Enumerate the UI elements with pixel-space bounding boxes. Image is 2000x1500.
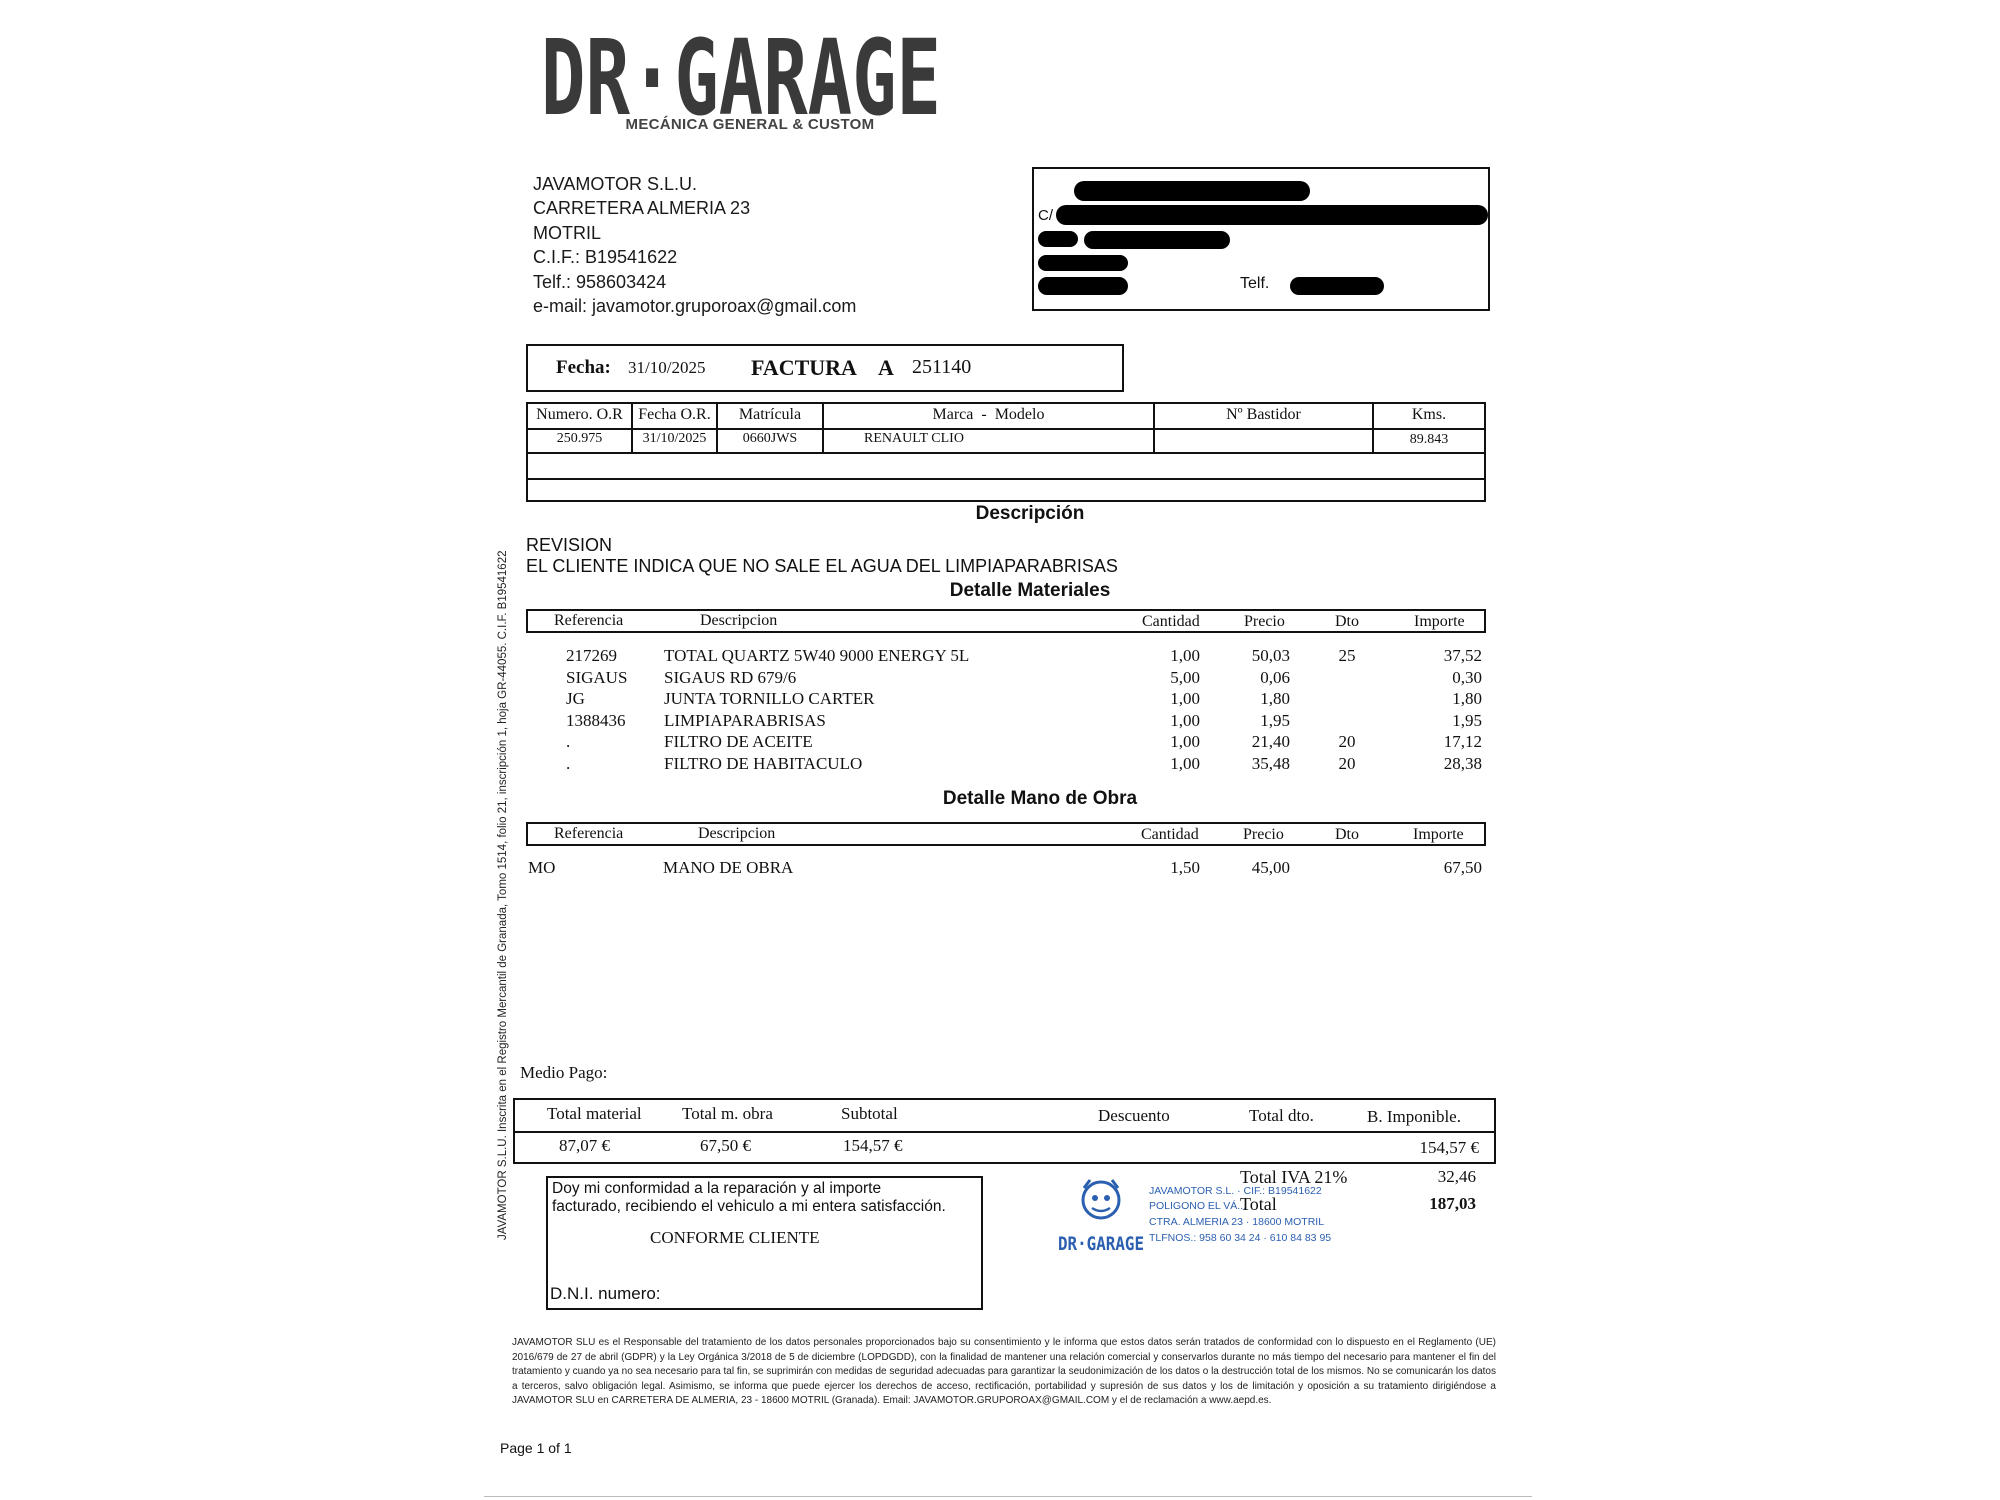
totals-taxable: 154,57 € xyxy=(1419,1138,1479,1157)
company-email: e-mail: javamotor.gruporoax@gmail.com xyxy=(533,296,857,317)
row-ref: 1388436 xyxy=(566,710,626,730)
company-phone: Telf.: 958603424 xyxy=(533,271,667,292)
conformity-dni: D.N.I. numero: xyxy=(550,1284,661,1303)
client-name-redaction xyxy=(1074,181,1310,201)
stamp-line4: TLFNOS.: 958 60 34 24 · 610 84 83 95 xyxy=(1149,1232,1332,1244)
labor-header-qty: Cantidad xyxy=(1141,826,1199,843)
materials-heading: Detalle Materiales xyxy=(949,580,1111,601)
table-row xyxy=(526,689,1486,711)
conformity-box xyxy=(546,1176,983,1310)
client-nif-redaction xyxy=(1038,255,1128,271)
labor-header-desc: Descripcion xyxy=(698,825,776,842)
labor-heading: Detalle Mano de Obra xyxy=(942,788,1138,809)
row-ref: SIGAUS xyxy=(566,667,628,687)
row-amount: 1,95 xyxy=(1452,710,1482,730)
row-ref: . xyxy=(566,732,571,752)
client-box xyxy=(1032,167,1490,311)
company-info xyxy=(533,172,856,318)
row-qty: 1,00 xyxy=(1170,646,1200,665)
vehicle-header-vin: Nº Bastidor xyxy=(1226,406,1301,423)
row-ref: 217269 xyxy=(566,646,617,665)
stamp-line3: CTRA. ALMERIA 23 · 18600 MOTRIL xyxy=(1149,1216,1325,1228)
total-value: 187,03 xyxy=(1429,1194,1476,1213)
row-amount: 1,80 xyxy=(1452,689,1482,709)
row-dto: 20 xyxy=(1338,732,1356,752)
materials-header-dto: Dto xyxy=(1335,613,1359,630)
vehicle-header-km: Kms. xyxy=(1411,406,1447,423)
vehicle-header-model: Marca - Modelo xyxy=(932,406,1045,423)
row-desc: TOTAL QUARTZ 5W40 9000 ENERGY 5L xyxy=(664,646,970,665)
materials-header-ref: Referencia xyxy=(554,612,624,629)
company-name: JAVAMOTOR S.L.U. xyxy=(533,174,698,194)
company-stamp xyxy=(1056,1176,1356,1256)
row-amount: 0,30 xyxy=(1452,667,1482,687)
vehicle-header-plate: Matrícula xyxy=(738,406,802,423)
client-extra-redaction xyxy=(1038,277,1128,295)
materials-header-amount: Importe xyxy=(1414,613,1465,630)
totals-header-discount: Descuento xyxy=(1098,1106,1170,1125)
invoice-date-label: Fecha: xyxy=(556,357,611,378)
vehicle-header-or: Numero. O.R xyxy=(536,406,623,423)
vehicle-header-date: Fecha O.R. xyxy=(638,406,711,423)
stamp-line1: JAVAMOTOR S.L. · CIF.: B19541622 xyxy=(1149,1185,1322,1197)
totals-material: 87,07 € xyxy=(559,1136,610,1155)
row-qty: 1,00 xyxy=(1170,710,1200,730)
page-number: Page 1 of 1 xyxy=(500,1440,572,1456)
client-phone-redaction xyxy=(1290,277,1384,295)
materials-header-desc: Descripcion xyxy=(700,612,778,629)
totals-header-subtotal: Subtotal xyxy=(841,1104,898,1123)
client-street-prefix: C/ xyxy=(1038,207,1053,224)
row-qty: 1,00 xyxy=(1170,689,1200,709)
vehicle-or-number: 250.975 xyxy=(556,431,603,446)
row-ref: JG xyxy=(566,689,585,709)
table-row xyxy=(526,754,1486,776)
labor-header-price: Precio xyxy=(1243,826,1284,843)
payment-label: Medio Pago: xyxy=(520,1063,608,1082)
labor-header-amount: Importe xyxy=(1413,826,1464,843)
row-amount: 67,50 xyxy=(1443,858,1482,877)
table-row xyxy=(526,732,1486,754)
table-row xyxy=(526,668,1486,690)
stamp-mascot-icon xyxy=(1056,1176,1146,1256)
logo-tagline: MECÁNICA GENERAL & CUSTOM xyxy=(625,116,875,133)
row-qty: 1,00 xyxy=(1170,754,1200,773)
totals-header-labor: Total m. obra xyxy=(682,1104,773,1123)
row-price: 45,00 xyxy=(1251,858,1290,877)
totals-header-taxable: B. Imponible. xyxy=(1367,1107,1461,1126)
table-row xyxy=(526,646,1486,668)
labor-header-ref: Referencia xyxy=(554,825,624,842)
company-address: CARRETERA ALMERIA 23 xyxy=(533,198,751,219)
materials-header-price: Precio xyxy=(1244,613,1285,630)
invoice-title: FACTURA xyxy=(751,355,857,380)
totals-labor: 67,50 € xyxy=(700,1136,751,1155)
vehicle-plate: 0660JWS xyxy=(742,431,798,446)
row-qty: 1,50 xyxy=(1170,858,1200,877)
row-qty: 1,00 xyxy=(1170,732,1200,752)
row-price: 50,03 xyxy=(1251,646,1290,665)
side-registry-text: JAVAMOTOR S.L.U. Inscrita en el Registro Mercantil de Granada, Tomo 1514, folio 21, inscripción 1, hoja GR-44055. C.I.F. B19541622 xyxy=(497,550,509,1240)
totals-header-material: Total material xyxy=(547,1104,642,1123)
row-price: 1,95 xyxy=(1260,710,1290,730)
totals-subtotal: 154,57 € xyxy=(843,1136,903,1155)
row-qty: 5,00 xyxy=(1170,667,1200,687)
row-desc: MANO DE OBRA xyxy=(663,858,794,877)
total-label: Total xyxy=(1240,1194,1277,1214)
conformity-line1: Doy mi conformidad a la reparación y al importe xyxy=(552,1180,882,1197)
row-price: 35,48 xyxy=(1251,754,1290,773)
invoice-number: 251140 xyxy=(912,356,972,378)
row-price: 21,40 xyxy=(1251,732,1290,752)
row-amount: 37,52 xyxy=(1443,646,1482,665)
totals-header-total-dto: Total dto. xyxy=(1249,1106,1314,1125)
row-desc: FILTRO DE ACEITE xyxy=(664,732,813,752)
company-cif: C.I.F.: B19541622 xyxy=(533,247,678,268)
row-dto: 20 xyxy=(1338,754,1356,773)
iva-value: 32,46 xyxy=(1437,1167,1476,1186)
labor-header-dto: Dto xyxy=(1335,826,1359,843)
description-line1: REVISION xyxy=(526,535,613,555)
description-heading: Descripción xyxy=(975,503,1085,524)
row-desc: LIMPIAPARABRISAS xyxy=(664,710,826,730)
row-amount: 28,38 xyxy=(1443,754,1482,773)
svg-text:DR·GARAGE: DR·GARAGE xyxy=(541,30,941,139)
invoice-date: 31/10/2025 xyxy=(628,358,706,377)
stamp-line2: POLIGONO EL VÁ... xyxy=(1149,1200,1247,1212)
description-line2: EL CLIENTE INDICA QUE NO SALE EL AGUA DEL LIMPIAPARABRISAS xyxy=(526,556,1118,576)
materials-header-row xyxy=(526,609,1486,633)
materials-header-qty: Cantidad xyxy=(1142,613,1200,630)
table-row xyxy=(526,858,1486,880)
conformity-line2: facturado, recibiendo el vehiculo a mi entera satisfacción. xyxy=(552,1198,946,1215)
legal-notice: JAVAMOTOR SLU es el Responsable del tratamiento de los datos personales proporcionados bajo su consentimiento y le informa que estos datos serán tratados de conformidad con lo dispuesto en el Reglamento (UE) 2016/679 de 27 de abril (GDPR) y la Ley Orgánica 3/2018 de 5 de diciembre (LOPDGDD), con la finalidad de mantener una relación comercial y conservarlos durante no más tiempo del necesario para mantener el fin del tratamiento y cuando ya no sea necesario para tal fin, se suprimirán con medidas de seguridad adecuadas para garantizar la seudonimización de los datos o la destrucción total de los mismos. No se comunicarán los datos a terceros, salvo obligación legal. Asimismo, se informa que puede ejercer los derechos de acceso, rectificación, portabilidad y supresión de sus datos y los de limitación y oposición a su tratamiento dirigiéndose a JAVAMOTOR SLU en CARRETERA DE ALMERIA, 23 - 18600 MOTRIL (Granada). Email: JAVAMOTOR.GRUPOROAX@GMAIL.COM y el de reclamación a www.aepd.es. xyxy=(512,1337,1496,1407)
client-city-redaction xyxy=(1038,231,1078,247)
client-street-redaction xyxy=(1056,205,1488,225)
totals-table xyxy=(513,1098,1496,1164)
vehicle-km: 89.843 xyxy=(1409,432,1449,447)
company-city: MOTRIL xyxy=(533,222,602,243)
footer-rule xyxy=(484,1496,1532,1497)
iva-label: Total IVA 21% xyxy=(1240,1167,1348,1187)
row-desc: SIGAUS RD 679/6 xyxy=(664,667,797,687)
row-ref: . xyxy=(566,754,571,773)
invoice-series: A xyxy=(878,355,894,380)
row-price: 1,80 xyxy=(1260,689,1290,709)
row-price: 0,06 xyxy=(1260,667,1290,687)
vehicle-table xyxy=(526,402,1486,502)
client-phone-label: Telf. xyxy=(1240,275,1270,292)
table-row xyxy=(526,711,1486,733)
row-ref: MO xyxy=(528,858,556,877)
conformity-signature: CONFORME CLIENTE xyxy=(650,1228,820,1247)
vehicle-model: RENAULT CLIO xyxy=(864,431,964,446)
row-dto: 25 xyxy=(1338,646,1356,665)
row-desc: JUNTA TORNILLO CARTER xyxy=(664,689,875,709)
vehicle-or-date: 31/10/2025 xyxy=(642,431,707,446)
svg-text:DR·GARAGE: DR·GARAGE xyxy=(1058,1233,1144,1255)
invoice-header-box xyxy=(526,344,1124,392)
row-desc: FILTRO DE HABITACULO xyxy=(664,754,863,773)
labor-header-row xyxy=(526,822,1486,846)
client-province-redaction xyxy=(1084,231,1230,249)
row-amount: 17,12 xyxy=(1443,732,1482,752)
